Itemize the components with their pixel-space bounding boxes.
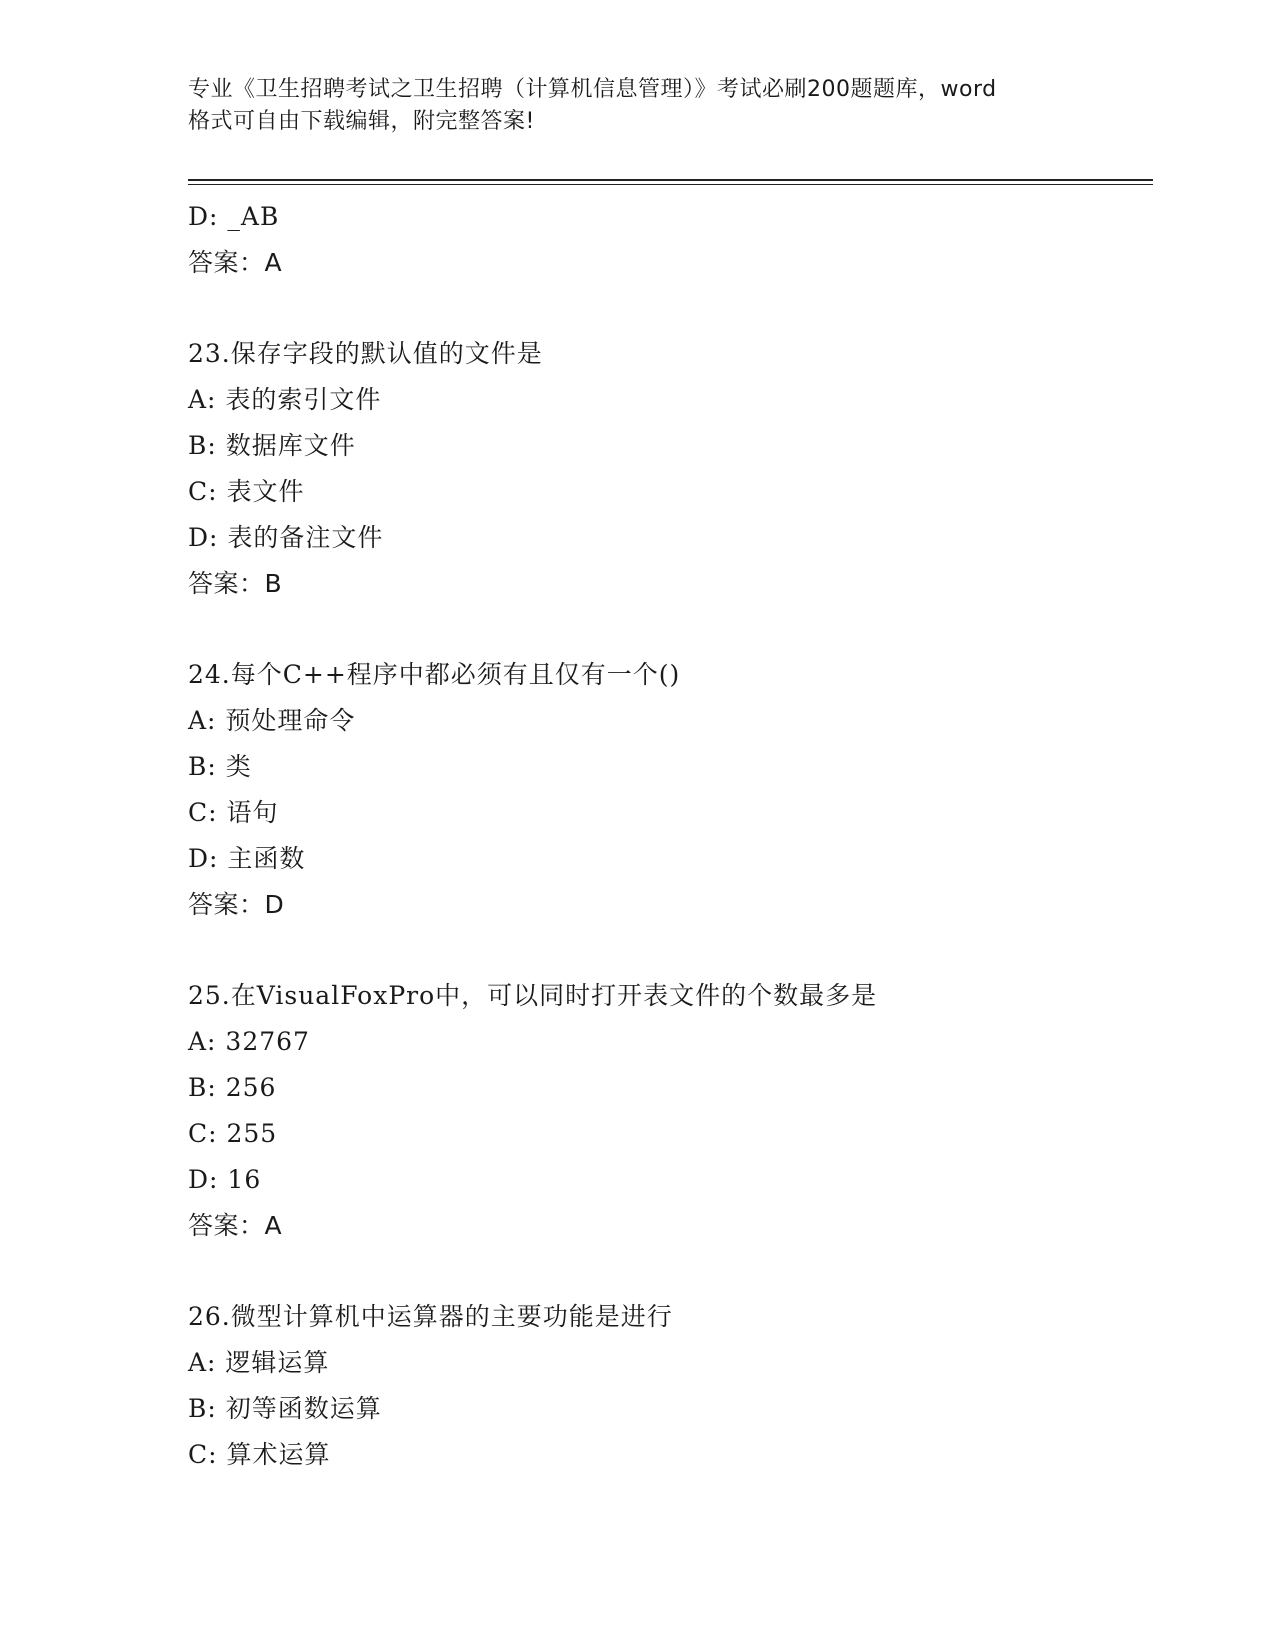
option-b: B: 数据库文件: [188, 431, 356, 460]
option-b: B: 初等函数运算: [188, 1394, 382, 1423]
option-d: D: 主函数: [188, 844, 306, 873]
option-d: D: 表的备注文件: [188, 523, 384, 552]
spacer: [188, 1249, 1148, 1294]
option-d: D: 16: [188, 1165, 262, 1194]
option-a: A: 预处理命令: [188, 706, 356, 735]
option-c: C: 语句: [188, 798, 279, 827]
spacer: [188, 286, 1148, 331]
question-25: [188, 973, 1148, 1249]
header-line-2: 格式可自由下载编辑，附完整答案!: [188, 109, 535, 134]
answer-line: 答案：D: [188, 890, 285, 919]
option-c: C: 算术运算: [188, 1440, 331, 1469]
question-26: [188, 1294, 1148, 1478]
option-a: A: 逻辑运算: [188, 1348, 330, 1377]
question-24: [188, 652, 1148, 928]
question-stem: 23.保存字段的默认值的文件是: [188, 339, 543, 368]
option-a: A: 32767: [188, 1027, 310, 1056]
header-line-1: 专业《卫生招聘考试之卫生招聘（计算机信息管理）》考试必刷200题题库，word: [188, 77, 997, 102]
option-c: C: 255: [188, 1119, 278, 1148]
spacer: [188, 607, 1148, 652]
option-a: A: 表的索引文件: [188, 385, 382, 414]
prev-answer: 答案：A: [188, 248, 283, 277]
answer-line: 答案：B: [188, 569, 283, 598]
option-c: C: 表文件: [188, 477, 305, 506]
option-b: B: 类: [188, 752, 252, 781]
question-stem: 25.在VisualFoxPro中，可以同时打开表文件的个数最多是: [188, 981, 878, 1010]
spacer: [188, 928, 1148, 973]
document-header: [188, 74, 1098, 138]
header-divider-thin: [188, 184, 1153, 185]
question-stem: 26.微型计算机中运算器的主要功能是进行: [188, 1302, 673, 1331]
option-b: B: 256: [188, 1073, 277, 1102]
question-23: [188, 331, 1148, 607]
question-content: [188, 194, 1148, 1478]
prev-option-d: D: _AB: [188, 202, 280, 231]
answer-line: 答案：A: [188, 1211, 283, 1240]
question-stem: 24.每个C++程序中都必须有且仅有一个(): [188, 660, 681, 689]
header-divider-thick: [188, 179, 1153, 181]
